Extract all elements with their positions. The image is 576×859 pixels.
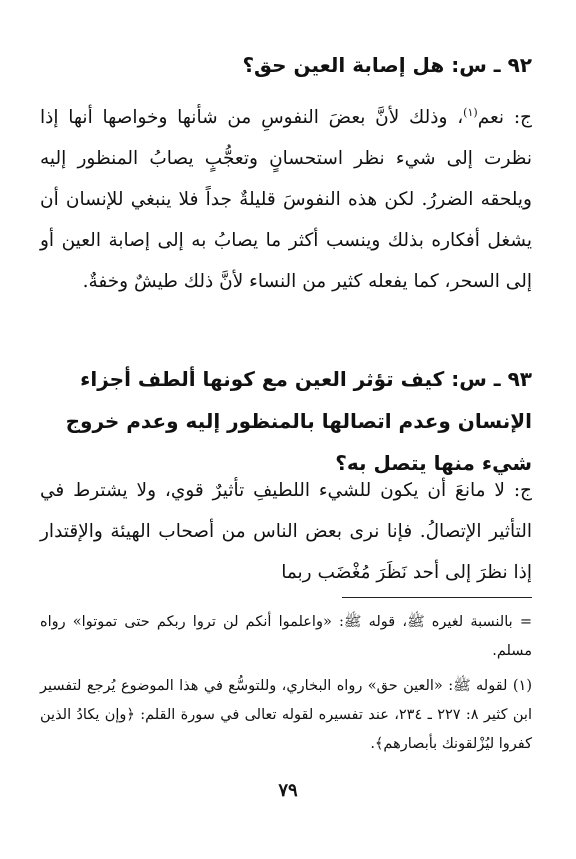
footnote-divider [342,597,532,598]
page-number: ٧٩ [278,780,298,801]
answer-92-text: ، وذلك لأنَّ بعضَ النفوسِ من شأنها وخواصها أنها إذا نظرت إلى شيء نظر استحسانٍ وتعجُّبٍ يصابُ المنظور إليه ويلحقه الضررُ. لكن هذه النفوسَ قليلةٌ جداً فلا ينبغي للإنسان أن يشغل أفكاره بذلك وينسب أكثر ما يصابُ به إلى إصابة العين أو إلى السحر، كما يفعله كثير من النساء لأنَّ ذلك طيشٌ وخفةٌ. [40,107,532,293]
answer-92-prefix: ج: نعم [477,107,532,129]
footnote-continuation: = بالنسبة لغيره ﷺ، قوله ﷺ: «واعلموا أنكم لن تروا ربكم حتى تموتوا» رواه مسلم. [40,614,532,659]
question-92-heading: ٩٢ ـ س: هل إصابة العين حق؟ [242,53,532,77]
footnote-marker[interactable]: (١) [463,106,478,119]
footnote-1: (١) لقوله ﷺ: «العين حق» رواه البخاري، وللتوسُّع في هذا الموضوع يُرجع لتفسير ابن كثير ٨: ٢٢٧ ـ ٢٣٤، عند تفسيره لقوله تعالى في سورة القلم: ﴿وإن يكادُ الذين كفروا ليُزْلقونك بأبصارهم﴾. [40,678,532,752]
question-93-heading: ٩٣ ـ س: كيف تؤثر العين مع كونها ألطف أجزاء الإنسان وعدم اتصالها بالمنظور إليه وعدم خروج شيء منها يتصل به؟ [65,367,532,475]
answer-92-paragraph [40,92,532,302]
answer-93-paragraph: ج: لا مانعَ أن يكون للشيء اللطيفِ تأثيرٌ قوي، ولا يشترط في التأثير الإتصالُ. فإنا نرى بعض الناس من أصحاب الهيئة والإقتدار إذا نظرَ إلى أحد نَظَرَ مُغْضَب ربما [40,480,532,583]
